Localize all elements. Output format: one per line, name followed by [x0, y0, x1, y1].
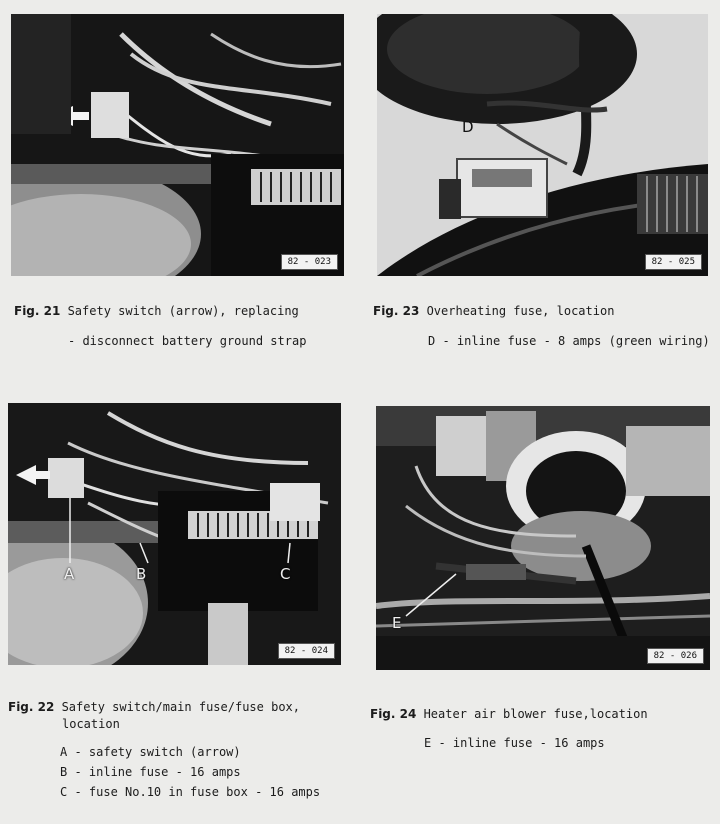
photo-code: 82 - 024 — [278, 643, 335, 659]
caption-note: A - safety switch (arrow) — [60, 745, 241, 759]
caption-fig-21 — [14, 303, 299, 320]
label-e: E — [392, 614, 402, 632]
photo-fig-22-image — [8, 403, 341, 665]
photo-fig-23 — [377, 14, 708, 276]
caption-fig-22 — [8, 699, 300, 716]
photo-fig-23-image — [377, 14, 708, 276]
caption-number: Fig. 21 — [14, 304, 61, 318]
caption-title: Overheating fuse, location — [426, 304, 615, 318]
caption-note: E - inline fuse - 16 amps — [424, 736, 605, 750]
photo-fig-24 — [376, 406, 710, 670]
caption-title: Safety switch (arrow), replacing — [67, 304, 299, 318]
photo-fig-22 — [8, 403, 341, 665]
caption-fig-24 — [370, 706, 648, 723]
photo-fig-21 — [11, 14, 344, 276]
caption-note: - disconnect battery ground strap — [68, 334, 307, 348]
caption-note: D - inline fuse - 8 amps (green wiring) — [428, 334, 710, 348]
caption-number: Fig. 23 — [373, 304, 420, 318]
caption-title-continued: location — [62, 717, 120, 731]
label-c: C — [280, 565, 291, 583]
photo-fig-21-image — [11, 14, 344, 276]
label-d: D — [462, 118, 474, 136]
caption-title: Heater air blower fuse,location — [423, 707, 648, 721]
caption-note: C - fuse No.10 in fuse box - 16 amps — [60, 785, 321, 799]
photo-code: 82 - 025 — [645, 254, 702, 270]
caption-fig-23 — [373, 303, 614, 320]
caption-number: Fig. 24 — [370, 707, 417, 721]
label-a: A — [64, 565, 75, 583]
caption-number: Fig. 22 — [8, 700, 55, 714]
photo-fig-24-image — [376, 406, 710, 670]
caption-title: Safety switch/main fuse/fuse box, — [61, 700, 300, 714]
label-b: B — [136, 565, 147, 583]
photo-code: 82 - 026 — [647, 648, 704, 664]
caption-note: B - inline fuse - 16 amps — [60, 765, 241, 779]
photo-code: 82 - 023 — [281, 254, 338, 270]
